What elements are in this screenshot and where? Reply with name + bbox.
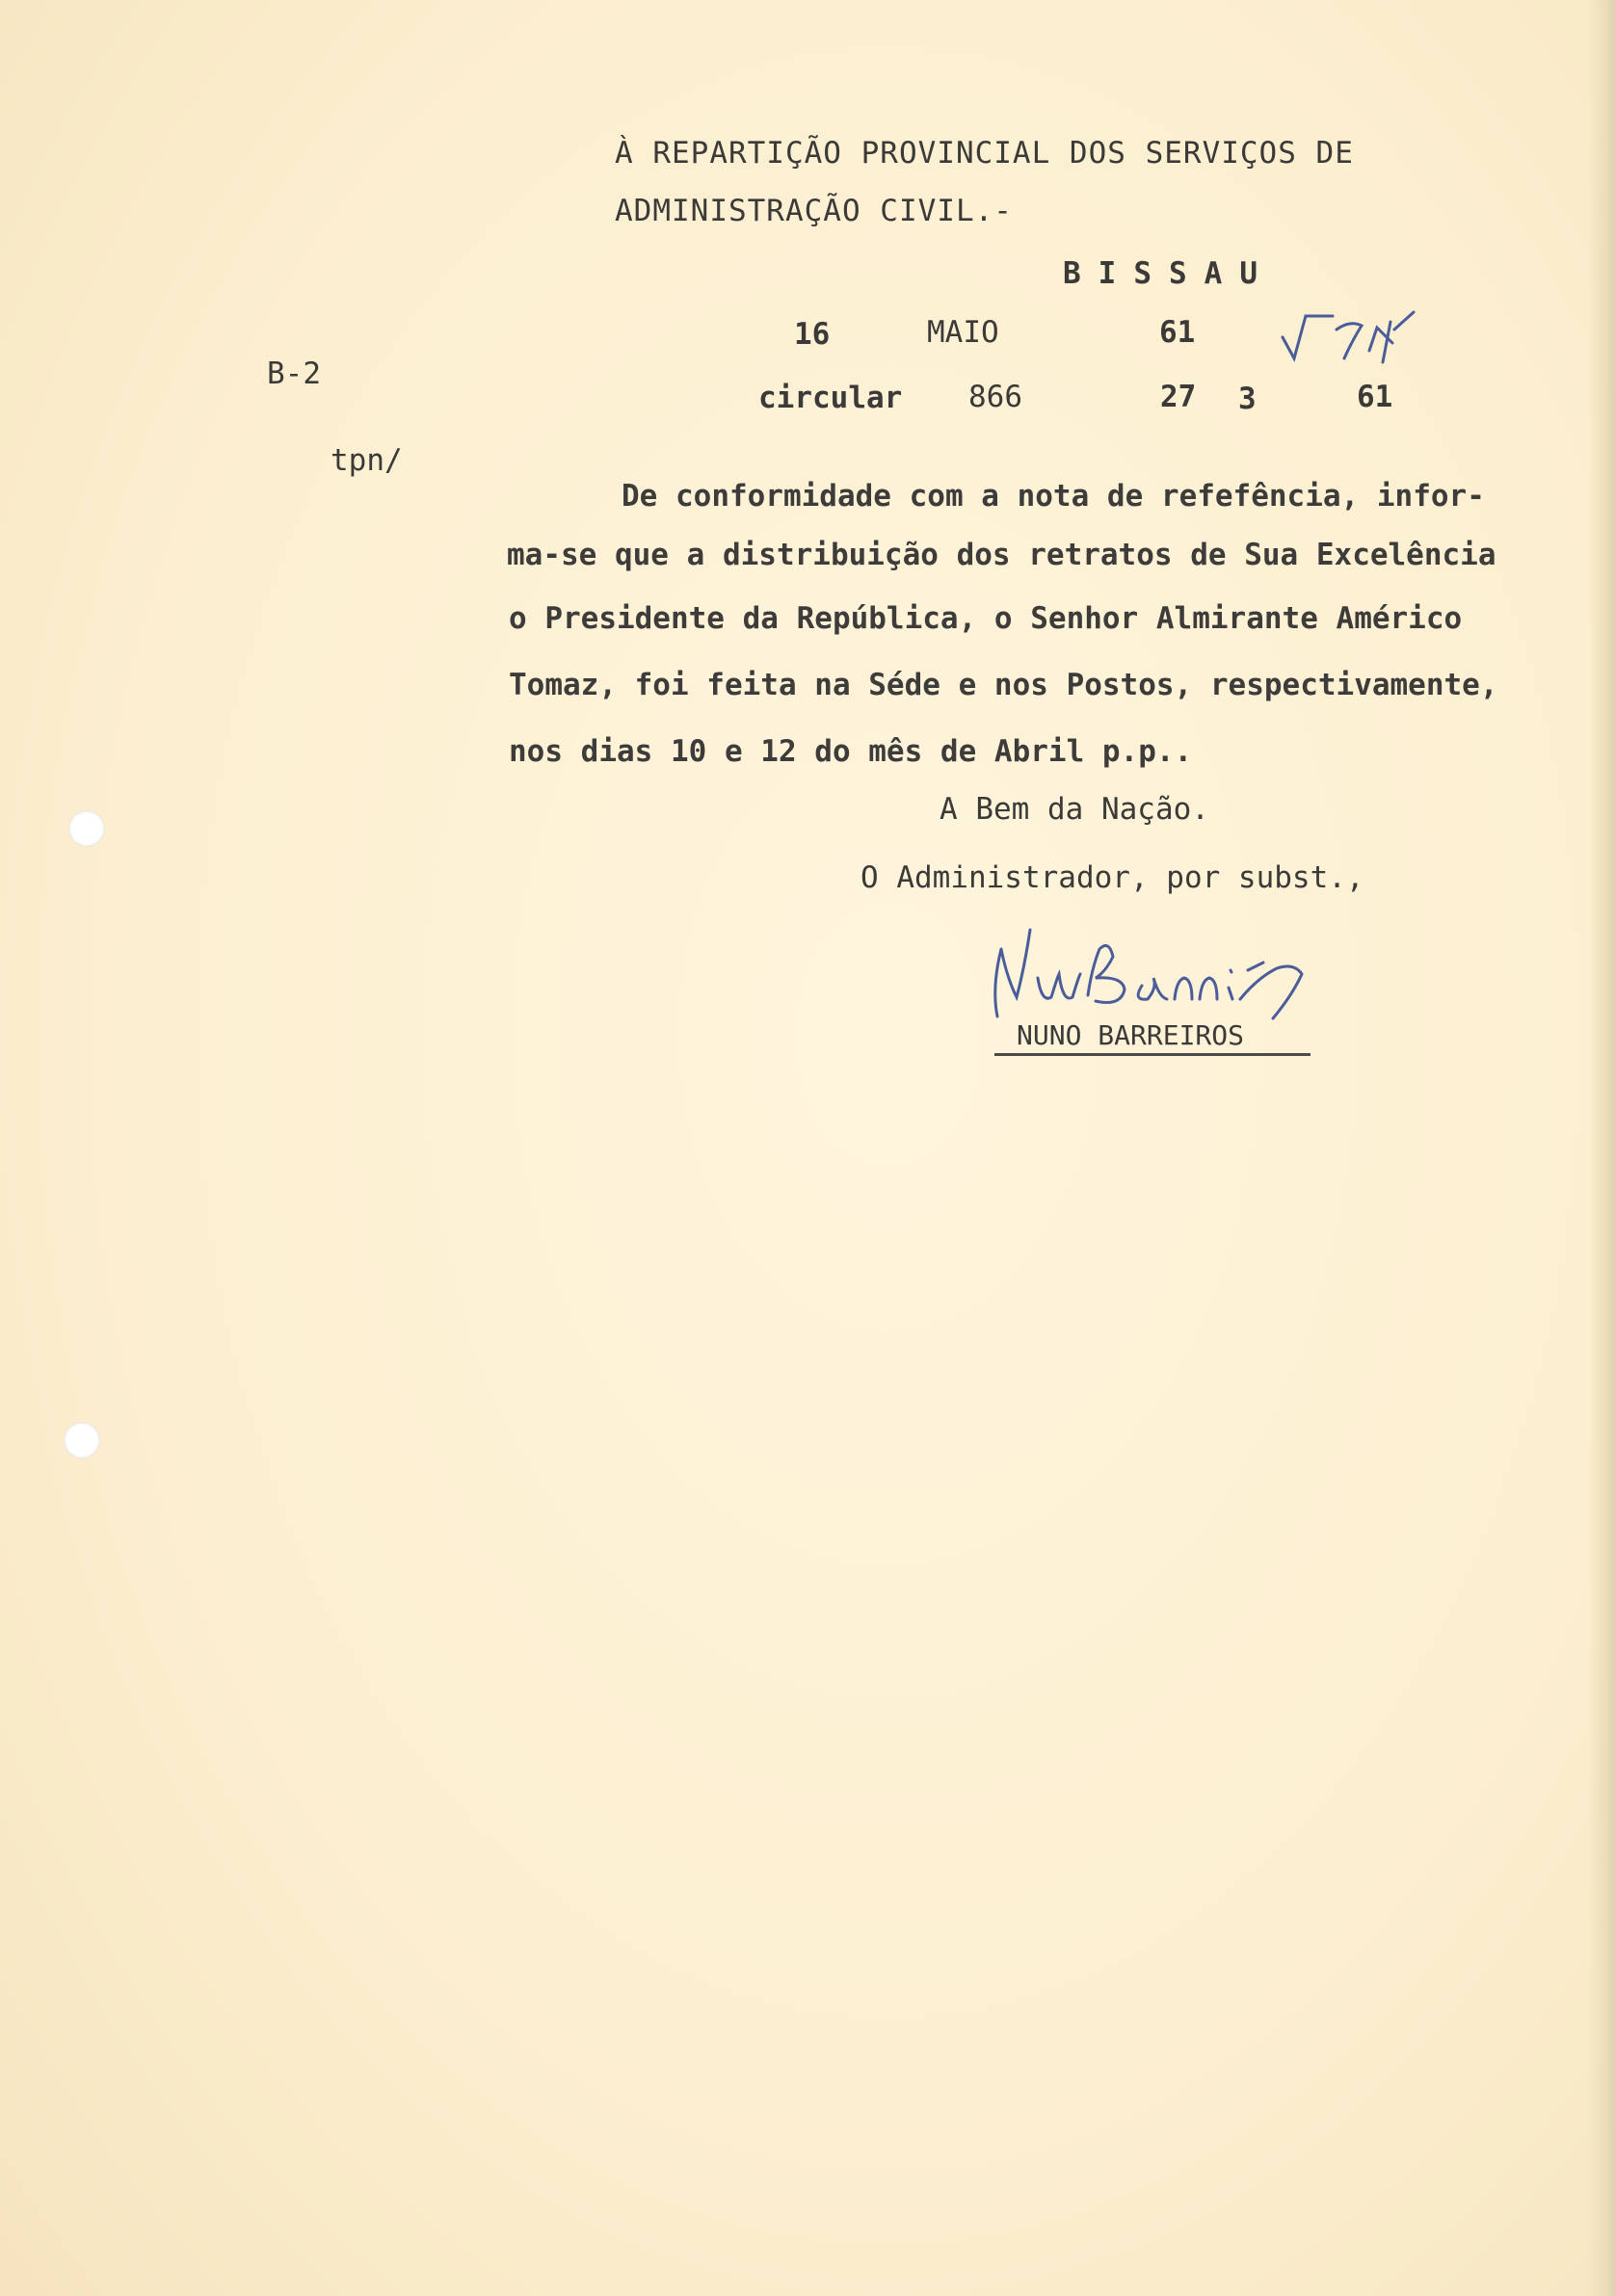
date-year: 61 [1159, 315, 1196, 350]
handwritten-reference-number [1277, 308, 1421, 366]
date-month: MAIO [927, 315, 999, 350]
signer-title: O Administrador, por subst., [860, 860, 1364, 895]
body-line-5: nos dias 10 e 12 do mês de Abril p.p.. [509, 734, 1193, 769]
body-line-1: De conformidade com a nota de refefência, infor- [622, 479, 1485, 514]
circular-day: 27 [1160, 380, 1197, 414]
date-day: 16 [794, 317, 831, 352]
addressee-line-2: ADMINISTRAÇÃO CIVIL.- [615, 194, 1013, 228]
addressee-line-1: À REPARTIÇÃO PROVINCIAL DOS SERVIÇOS DE [615, 136, 1354, 171]
closing-salutation: A Bem da Nação. [940, 792, 1209, 827]
circular-label: circular [758, 381, 903, 415]
reference-initials: tpn/ [331, 443, 403, 478]
circular-year: 61 [1357, 380, 1393, 414]
handwritten-signature [988, 910, 1383, 1026]
signer-name: NUNO BARREIROS [1017, 1019, 1245, 1051]
punch-hole-bottom [64, 1422, 100, 1459]
punch-hole-top [68, 810, 105, 847]
paper-edge [1588, 0, 1615, 2296]
body-line-2: ma-se que a distribuição dos retratos de Sua Excelência [507, 538, 1496, 572]
reference-code: B-2 [267, 356, 321, 391]
city-name: BISSAU [1063, 256, 1275, 291]
body-line-4: Tomaz, foi feita na Séde e nos Postos, respectivamente, [509, 668, 1498, 702]
circular-month: 3 [1238, 382, 1257, 416]
body-line-3: o Presidente da República, o Senhor Almirante Américo [509, 601, 1463, 636]
signature-underline [994, 1053, 1311, 1056]
circular-number: 866 [968, 380, 1022, 414]
